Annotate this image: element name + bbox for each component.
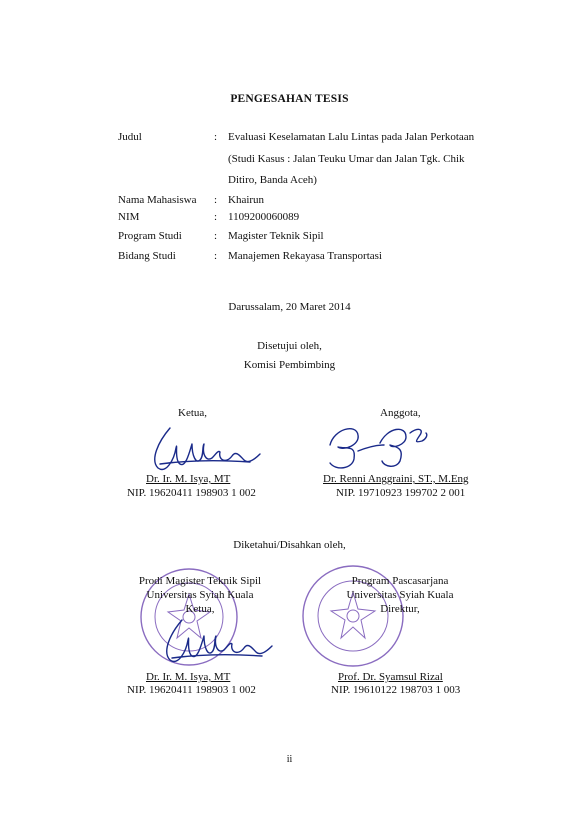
role-anggota: Anggota, [380,407,421,419]
field-label-judul: Judul [118,131,142,143]
signatory-name-anggota: Dr. Renni Anggraini, ST., M.Eng [323,473,469,485]
field-colon: : [214,194,218,206]
field-colon: : [214,230,218,242]
field-label-nim: NIM [118,211,140,223]
page-number: ii [286,754,293,765]
field-value-bidang: Manajemen Rekayasa Transportasi [228,250,382,262]
signature-renni [318,415,448,475]
page-title: PENGESAHAN TESIS [230,93,349,105]
committee-title: Komisi Pembimbing [243,359,336,371]
field-value-judul-line3: Ditiro, Banda Aceh) [228,174,317,186]
signatory-name-direktur: Prof. Dr. Syamsul Rizal [338,671,443,683]
field-label-program: Program Studi [118,230,182,242]
role-line-ketua: Ketua, [185,603,215,615]
acknowledged-by: Diketahui/Disahkan oleh, [233,539,346,551]
field-value-judul-line2: (Studi Kasus : Jalan Teuku Umar dan Jalan Tgk. Chik [228,153,465,165]
signatory-name-ketua: Dr. Ir. M. Isya, MT [146,473,231,485]
field-label-nama: Nama Mahasiswa [118,194,197,206]
signatory-nip-ketua: NIP. 19620411 198903 1 002 [127,487,256,499]
field-value-nim: 1109200060089 [228,211,300,223]
signatory-name-prodi: Dr. Ir. M. Isya, MT [146,671,231,683]
role-ketua: Ketua, [178,407,208,419]
approved-by: Disetujui oleh, [257,340,322,352]
signatory-nip-anggota: NIP. 19710923 199702 2 001 [336,487,466,499]
role-line-pascasarjana: Program Pascasarjana [351,575,449,587]
signatory-nip-prodi: NIP. 19620411 198903 1 002 [127,684,256,696]
field-colon: : [214,250,218,262]
role-line-direktur: Direktur, [380,603,420,615]
field-value-judul-line1: Evaluasi Keselamatan Lalu Lintas pada Jalan Perkotaan [228,131,475,143]
field-value-program: Magister Teknik Sipil [228,230,324,242]
role-line-prodi: Prodi Magister Teknik Sipil [138,575,262,587]
signature-isya [140,420,270,476]
signature-isya-bottom [150,612,280,672]
field-value-nama: Khairun [228,194,265,206]
field-label-bidang: Bidang Studi [118,250,176,262]
role-line-univ-left: Universitas Syiah Kuala [146,589,254,601]
field-colon: : [214,131,218,143]
place-date: Darussalam, 20 Maret 2014 [228,301,351,313]
role-line-univ-right: Universitas Syiah Kuala [346,589,454,601]
signatory-nip-direktur: NIP. 19610122 198703 1 003 [331,684,461,696]
field-colon: : [214,211,218,223]
